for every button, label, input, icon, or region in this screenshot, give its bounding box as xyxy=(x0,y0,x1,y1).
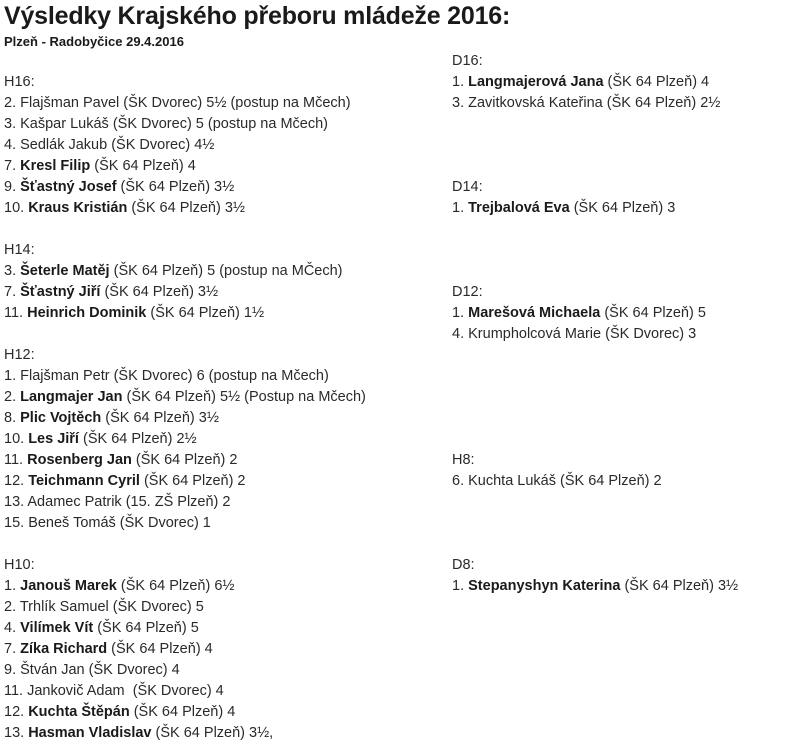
club-and-score: (ŠK 64 Plzeň) 2 xyxy=(556,473,662,489)
result-rank: 4. xyxy=(4,620,21,636)
result-rank: 2. xyxy=(4,95,21,111)
club-and-score: (ŠK 64 Plzeň) 6½ xyxy=(116,578,235,594)
result-rank: 3. xyxy=(4,116,21,132)
player-name: Les Jiří xyxy=(28,431,79,447)
club-and-score: (ŠK 64 Plzeň) 3 xyxy=(569,200,676,216)
player-name: Šťastný Jiří xyxy=(20,284,101,300)
player-name: Langmajerová Jana xyxy=(468,74,604,90)
category-group xyxy=(452,555,738,597)
group-spacer xyxy=(4,219,366,240)
category-group xyxy=(4,240,366,324)
player-name: Stepanyshyn Katerina xyxy=(468,578,621,594)
club-and-score: (ŠK 64 Plzeň) 4 xyxy=(603,74,710,90)
result-rank: 1. xyxy=(4,578,21,594)
result-rank: 13. xyxy=(4,725,29,741)
club-and-score: (ŠK Dvorec) 4½ xyxy=(107,137,215,153)
category-label: D12: xyxy=(452,284,483,300)
club-and-score: (ŠK 64 Plzeň) 3½ xyxy=(101,410,219,426)
category-label: H16: xyxy=(4,74,35,90)
club-and-score: (ŠK Dvorec) 5½ (postup na Mčech) xyxy=(119,95,351,111)
result-row xyxy=(4,723,366,744)
result-row xyxy=(4,618,366,639)
result-row xyxy=(4,639,366,660)
player-name: Trejbalová Eva xyxy=(468,200,570,216)
club-and-score: (ŠK 64 Plzeň) 5 (postup na MČech) xyxy=(109,263,343,279)
club-and-score: (ŠK 64 Plzeň) 2½ xyxy=(78,431,197,447)
result-rank: 1. xyxy=(4,368,21,384)
club-and-score: (ŠK 64 Plzeň) 2 xyxy=(139,473,246,489)
player-name: Rosenberg Jan xyxy=(27,452,132,468)
player-name: Štván Jan xyxy=(20,662,85,678)
result-row xyxy=(4,660,366,681)
club-and-score: (ŠK 64 Plzeň) 1½ xyxy=(146,305,265,321)
club-and-score: (ŠK 64 Plzeň) 5 xyxy=(93,620,199,636)
player-name: Marešová Michaela xyxy=(468,305,601,321)
result-rank: 13. xyxy=(4,494,28,510)
club-and-score: (ŠK 64 Plzeň) 4 xyxy=(129,704,236,720)
result-rank: 9. xyxy=(4,179,21,195)
club-and-score: (ŠK 64 Plzeň) 5½ (Postup na Mčech) xyxy=(122,389,366,405)
result-rank: 1. xyxy=(452,578,469,594)
result-row xyxy=(4,429,366,450)
category-group xyxy=(452,450,738,492)
result-row xyxy=(4,135,366,156)
category-group xyxy=(452,51,738,114)
club-and-score: (ŠK Dvorec) 6 (postup na Mčech) xyxy=(109,368,329,384)
result-row xyxy=(452,198,738,219)
group-spacer xyxy=(4,534,366,555)
player-name: Zavitkovská Kateřina xyxy=(468,95,603,111)
event-location-date: Plzeň - Radobyčice 29.4.2016 xyxy=(4,34,184,49)
result-rank: 11. xyxy=(4,452,28,468)
result-rank: 2. xyxy=(4,389,21,405)
category-label: D14: xyxy=(452,179,483,195)
result-row xyxy=(4,492,366,513)
result-row xyxy=(4,471,366,492)
category-group xyxy=(452,177,738,219)
player-name: Kašpar Lukáš xyxy=(20,116,109,132)
result-rank: 3. xyxy=(452,95,469,111)
club-and-score: (ŠK Dvorec) 4 xyxy=(124,683,224,699)
category-label: H12: xyxy=(4,347,35,363)
category-label: H8: xyxy=(452,452,475,468)
club-and-score: (15. ZŠ Plzeň) 2 xyxy=(121,494,231,510)
player-name: Kuchta Štěpán xyxy=(28,704,130,720)
group-spacer xyxy=(452,492,738,555)
category-label: H14: xyxy=(4,242,35,258)
result-row xyxy=(4,261,366,282)
club-and-score: (ŠK Dvorec) 5 xyxy=(108,599,204,615)
player-name: Beneš Tomáš xyxy=(28,515,116,531)
club-and-score: (ŠK 64 Plzeň) 2½ xyxy=(602,95,721,111)
club-and-score: (ŠK 64 Plzeň) 3½ xyxy=(127,200,245,216)
category-label: D16: xyxy=(452,53,483,69)
player-name: Hasman Vladislav xyxy=(28,725,152,741)
club-and-score: (ŠK 64 Plzeň) 2 xyxy=(131,452,238,468)
result-rank: 4. xyxy=(4,137,21,153)
result-row xyxy=(4,387,366,408)
player-name: Trhlík Samuel xyxy=(19,599,109,615)
result-rank: 12. xyxy=(4,704,29,720)
category-group xyxy=(452,282,738,345)
player-name: Sedlák Jakub xyxy=(20,137,108,153)
result-row xyxy=(452,93,738,114)
result-rank: 10. xyxy=(4,200,29,216)
result-rank: 1. xyxy=(452,305,469,321)
club-and-score: (ŠK 64 Plzeň) 3½ xyxy=(116,179,235,195)
category-group xyxy=(4,72,366,219)
result-rank: 9. xyxy=(4,662,21,678)
club-and-score: (ŠK Dvorec) 5 (postup na Mčech) xyxy=(108,116,328,132)
club-and-score: (ŠK Dvorec) 3 xyxy=(601,326,697,342)
player-name: Flajšman Pavel xyxy=(20,95,120,111)
player-name: Vilímek Vít xyxy=(20,620,94,636)
club-and-score: (ŠK 64 Plzeň) 5 xyxy=(600,305,706,321)
result-rank: 3. xyxy=(4,263,21,279)
player-name: Adamec Patrik xyxy=(27,494,122,510)
category-group xyxy=(4,555,366,744)
result-row xyxy=(4,681,366,702)
player-name: Plic Vojtěch xyxy=(20,410,102,426)
club-and-score: (ŠK 64 Plzeň) 3½, xyxy=(151,725,274,741)
group-spacer xyxy=(452,219,738,282)
result-rank: 11. xyxy=(4,683,28,699)
result-row xyxy=(4,114,366,135)
result-rank: 1. xyxy=(452,200,469,216)
category-label: H10: xyxy=(4,557,35,573)
result-row xyxy=(4,366,366,387)
player-name: Jankovič Adam xyxy=(27,683,125,699)
result-row xyxy=(4,93,366,114)
player-name: Heinrich Dominik xyxy=(27,305,147,321)
category-label: D8: xyxy=(452,557,475,573)
result-rank: 10. xyxy=(4,431,29,447)
club-and-score: (ŠK 64 Plzeň) 4 xyxy=(90,158,196,174)
player-name: Teichmann Cyril xyxy=(28,473,140,489)
result-row xyxy=(4,597,366,618)
result-rank: 15. xyxy=(4,515,29,531)
result-rank: 8. xyxy=(4,410,21,426)
result-rank: 6. xyxy=(452,473,469,489)
player-name: Šťastný Josef xyxy=(20,179,117,195)
result-row xyxy=(4,450,366,471)
player-name: Langmajer Jan xyxy=(20,389,123,405)
result-row xyxy=(4,303,366,324)
club-and-score: (ŠK 64 Plzeň) 3½ xyxy=(100,284,219,300)
result-row xyxy=(452,471,738,492)
club-and-score: (ŠK 64 Plzeň) 3½ xyxy=(620,578,739,594)
player-name: Krumpholcová Marie xyxy=(468,326,602,342)
result-rank: 7. xyxy=(4,158,21,174)
result-row xyxy=(452,72,738,93)
player-name: Kuchta Lukáš xyxy=(468,473,556,489)
club-and-score: (ŠK 64 Plzeň) 4 xyxy=(107,641,213,657)
player-name: Zíka Richard xyxy=(20,641,108,657)
player-name: Kraus Kristián xyxy=(28,200,128,216)
page-title: Výsledky Krajského přeboru mládeže 2016: xyxy=(4,2,511,30)
result-row xyxy=(452,576,738,597)
result-rank: 11. xyxy=(4,305,28,321)
result-row xyxy=(4,576,366,597)
player-name: Kresl Filip xyxy=(20,158,91,174)
result-row xyxy=(452,324,738,345)
player-name: Flajšman Petr xyxy=(20,368,110,384)
result-row xyxy=(4,177,366,198)
group-spacer xyxy=(4,324,366,345)
result-rank: 12. xyxy=(4,473,29,489)
player-name: Janouš Marek xyxy=(20,578,117,594)
result-rank: 2. xyxy=(4,599,20,615)
result-rank: 1. xyxy=(452,74,469,90)
club-and-score: (ŠK Dvorec) 1 xyxy=(115,515,211,531)
left-results-column xyxy=(4,72,366,744)
result-row xyxy=(452,303,738,324)
right-results-column xyxy=(452,51,738,597)
group-spacer xyxy=(452,114,738,177)
result-rank: 7. xyxy=(4,641,21,657)
result-row xyxy=(4,282,366,303)
result-row xyxy=(4,408,366,429)
result-row xyxy=(4,198,366,219)
player-name: Šeterle Matěj xyxy=(20,263,110,279)
result-row xyxy=(4,156,366,177)
result-row xyxy=(4,513,366,534)
club-and-score: (ŠK Dvorec) 4 xyxy=(84,662,180,678)
category-group xyxy=(4,345,366,534)
result-rank: 7. xyxy=(4,284,21,300)
result-row xyxy=(4,702,366,723)
result-rank: 4. xyxy=(452,326,469,342)
group-spacer xyxy=(452,345,738,450)
